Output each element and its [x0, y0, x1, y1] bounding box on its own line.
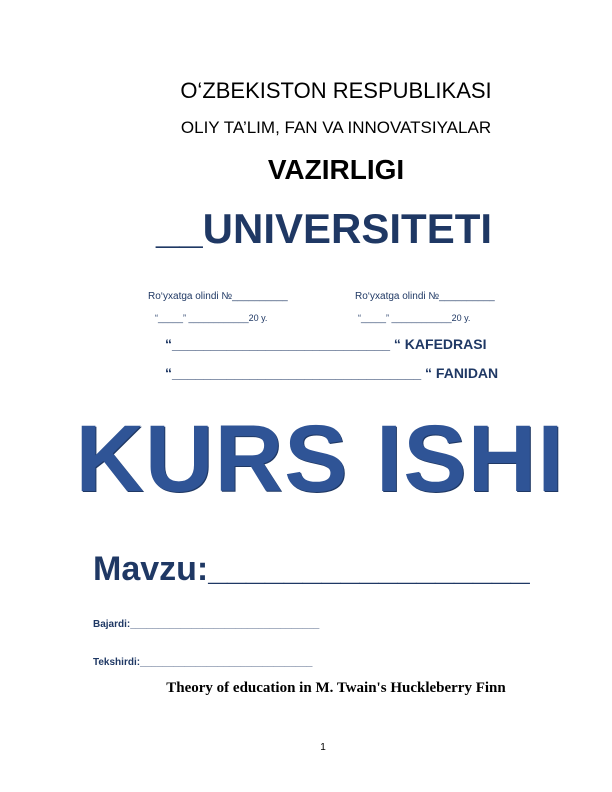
ministry-line-3: VAZIRLIGI	[267, 154, 405, 185]
registration-date-left: “_____” ____________20 y.	[155, 313, 268, 323]
kafedra-line: “____________________________ “ KAFEDRASI	[165, 336, 487, 352]
theme-text: Theory of education in M. Twain's Huckleberry Finn	[166, 680, 506, 696]
registration-left: Ro‘yxatga olindi №__________	[148, 291, 288, 302]
page-number: 1	[320, 742, 326, 753]
ministry-line-1: O‘ZBEKISTON RESPUBLIKASI	[180, 78, 492, 103]
bajardi-line: Bajardi:__________________________________	[93, 619, 320, 630]
registration-right: Ro‘yxatga olindi №__________	[355, 291, 495, 302]
registration-date-right: “_____” ____________20 y.	[358, 313, 471, 323]
document-title: KURS ISHI	[75, 406, 565, 512]
mavzu-line: Mavzu:_________________	[93, 550, 530, 588]
tekshirdi-line: Tekshirdi:_______________________________	[93, 657, 313, 668]
university-name: __UNIVERSITETI	[155, 205, 493, 252]
ministry-line-2: OLIY TA’LIM, FAN VA INNOVATSIYALAR	[180, 118, 492, 137]
fanidan-line: “________________________________ “ FANIDAN	[165, 365, 499, 381]
